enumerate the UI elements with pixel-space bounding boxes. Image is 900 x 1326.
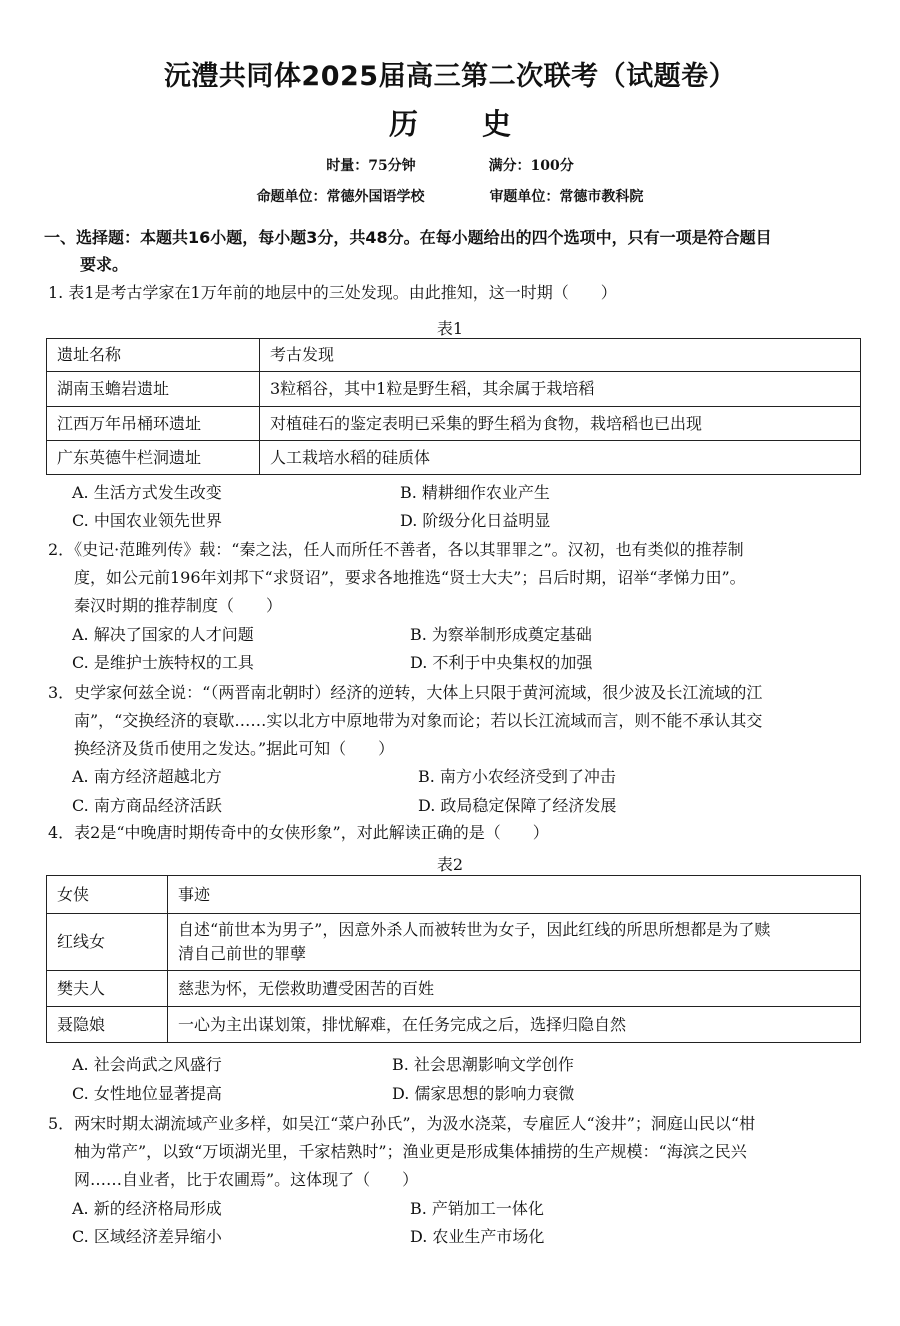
q5-option-a: A. 新的经济格局形成 [72,1199,222,1218]
exam-score: 满分：100分 [488,158,574,174]
question-3-line: 换经济及货币使用之发达。”据此可知（ ） [74,739,395,758]
exam-title: 沅澧共同体2025届高三第二次联考（试题卷） [163,61,737,92]
q3-option-d: D. 政局稳定保障了经济发展 [418,796,617,815]
table-cell: 事迹 [168,876,861,914]
q3-option-a: A. 南方经济超越北方 [72,767,222,786]
table-cell: 江西万年吊桶环遗址 [47,407,260,441]
q3-option-b: B. 南方小农经济受到了冲击 [418,767,616,786]
table-cell: 广东英德牛栏洞遗址 [47,441,260,475]
q2-option-c: C. 是维护士族特权的工具 [72,653,254,672]
table-cell [168,914,861,971]
table-cell: 遗址名称 [47,339,260,372]
table-row [47,407,861,441]
table-cell: 一心为主出谋划策，排忧解难，在任务完成之后，选择归隐自然 [168,1007,861,1043]
question-5-line: 网……自业者，比于农圃焉”。这体现了（ ） [74,1170,419,1189]
question-3-line: 3．史学家何兹全说：“（两晋南北朝时）经济的逆转，大体上只限于黄河流域，很少波及长江流域的江 [48,683,763,702]
reviewer-unit: 审题单位：常德市教科院 [489,189,644,205]
q5-option-c: C. 区域经济差异缩小 [72,1227,222,1246]
question-3-line: 南”，“交换经济的衰歇……实以北方中原地带为对象而论；若以长江流域而言，则不能不承认其交 [74,711,763,730]
table-row [47,441,861,475]
table-1-caption: 表1 [436,319,464,338]
table-row [47,372,861,407]
q1-option-b: B. 精耕细作农业产生 [400,483,550,502]
q4-option-b: B. 社会思潮影响文学创作 [392,1055,574,1074]
q5-option-b: B. 产销加工一体化 [410,1199,544,1218]
q5-option-d: D. 农业生产市场化 [410,1227,545,1246]
q3-option-c: C. 南方商品经济活跃 [72,796,222,815]
table-cell: 聂隐娘 [47,1007,168,1043]
table-row [47,1007,861,1043]
table-cell: 对植硅石的鉴定表明已采集的野生稻为食物，栽培稻也已出现 [260,407,861,441]
table-cell: 考古发现 [260,339,861,372]
table-row [47,876,861,914]
q1-option-d: D. 阶级分化日益明显 [400,511,551,530]
section-heading [44,224,866,278]
exam-time: 时量：75分钟 [326,158,416,174]
question-1-stem: 1. 表1是考古学家在1万年前的地层中的三处发现。由此推知，这一时期（ ） [48,283,617,302]
q2-option-a: A. 解决了国家的人才问题 [72,625,254,644]
exam-meta-units [0,186,900,206]
question-2-line: 秦汉时期的推荐制度（ ） [74,596,283,615]
question-2-line: 2．《史记·范雎列传》载：“秦之法，任人而所任不善者，各以其罪罪之”。汉初，也有类似的推荐制 [48,540,744,559]
section-heading-line2: 要求。 [80,255,129,274]
question-3-stem [48,679,868,763]
table-cell: 慈悲为怀，无偿救助遭受困苦的百姓 [168,971,861,1007]
setter-unit: 命题单位：常德外国语学校 [256,189,425,205]
table-cell: 樊夫人 [47,971,168,1007]
table-2-caption: 表2 [436,855,464,874]
table-2 [46,875,861,1043]
table-cell: 3粒稻谷，其中1粒是野生稻，其余属于栽培稻 [260,372,861,407]
q2-option-d: D. 不利于中央集权的加强 [410,653,593,672]
exam-meta-time-score [0,155,900,175]
q1-option-a: A. 生活方式发生改变 [72,483,222,502]
question-2-line: 度，如公元前196年刘邦下“求贤诏”，要求各地推选“贤士大夫”；吕后时期，诏举“孝悌力田”。 [74,568,746,587]
section-heading-line1: 一、选择题：本题共16小题，每小题3分，共48分。在每小题给出的四个选项中，只有一项是符合题目 [44,228,772,247]
question-2-stem [48,536,868,620]
q1-option-c: C. 中国农业领先世界 [72,511,222,530]
table-cell: 湖南玉蟾岩遗址 [47,372,260,407]
table-cell: 女侠 [47,876,168,914]
table-cell-line: 清自己前世的罪孽 [178,944,307,963]
question-5-line: 5．两宋时期太湖流域产业多样，如吴江“菜户孙氏”，为汲水浇菜，专雇匠人“浚井”；洞庭山民以“柑 [48,1114,756,1133]
table-cell: 人工栽培水稻的硅质体 [260,441,861,475]
table-row [47,914,861,971]
q2-option-b: B. 为察举制形成奠定基础 [410,625,592,644]
question-5-stem [48,1110,868,1194]
table-row [47,971,861,1007]
subject-title: 历史 [388,107,575,141]
table-row [47,339,861,372]
q4-option-a: A. 社会尚武之风盛行 [72,1055,222,1074]
table-1 [46,338,861,475]
q4-option-c: C. 女性地位显著提高 [72,1084,222,1103]
q4-option-d: D. 儒家思想的影响力衰微 [392,1084,575,1103]
table-cell: 红线女 [47,914,168,971]
table-cell-line: 自述“前世本为男子”，因意外杀人而被转世为女子，因此红线的所思所想都是为了赎 [178,920,771,939]
question-4-stem: 4．表2是“中晚唐时期传奇中的女侠形象”，对此解读正确的是（ ） [48,823,549,842]
question-5-line: 柚为常产”，以致“万顷湖光里，千家桔熟时”；渔业更是形成集体捕捞的生产规模：“海滨之民兴 [74,1142,747,1161]
